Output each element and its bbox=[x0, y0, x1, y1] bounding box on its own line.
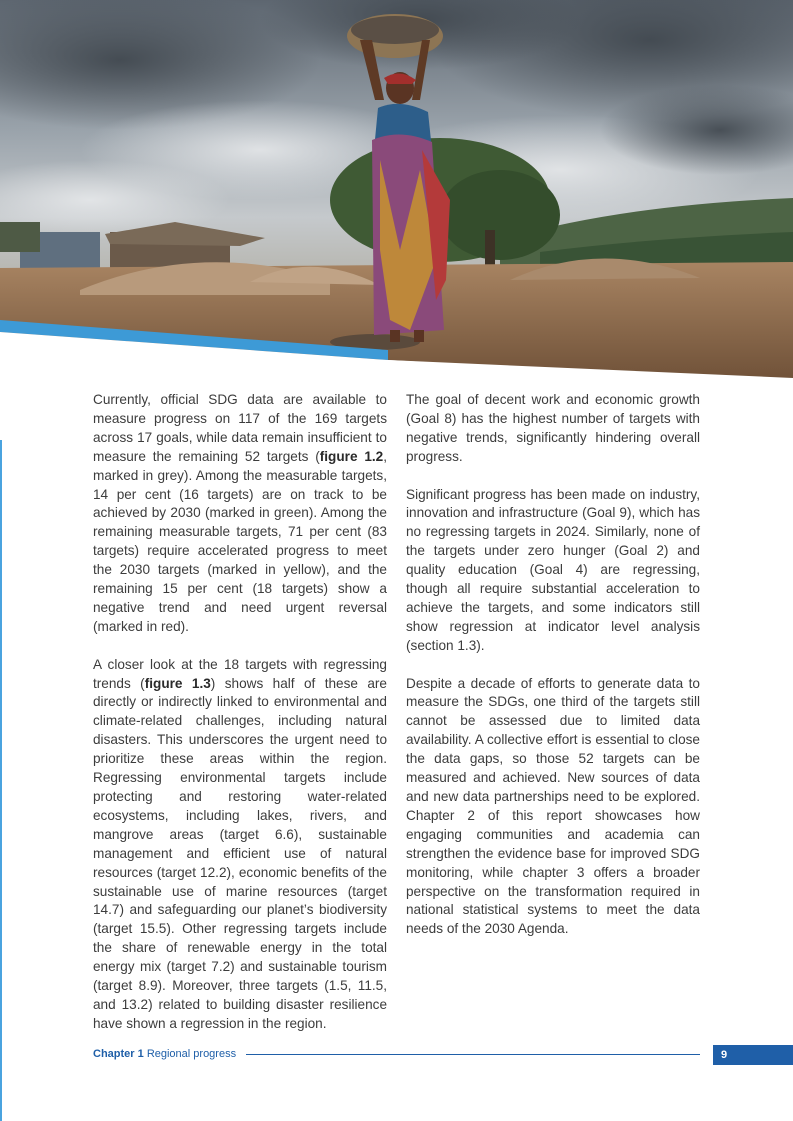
figure-reference: figure 1.2 bbox=[319, 448, 384, 464]
right-text-column bbox=[406, 391, 700, 958]
page-footer bbox=[93, 1045, 793, 1065]
left-edge-rule bbox=[0, 440, 2, 1121]
paragraph-text: ) shows half of these are directly or indirectly linked to environmental and climate-related challenges, including natural disasters. This underscores the urgent need to prioritize these areas within the region. Regressing environmental targets include protecting and restoring water-related ecosystems, including lakes, rivers, and mangrove areas (target 6.6), sustainable management and efficient use of natural resources (target 12.2), economic benefits of the sustainable use of marine resources (target 14.7) and safeguarding our planet’s biodiversity (target 15.5). Other regressing targets include the share of renewable energy in the total energy mix (target 7.2) and sustainable tourism (target 8.9). Moreover, three targets (1.5, 11.5, and 13.2) related to building disaster resilience have shown a regression in the region. bbox=[93, 675, 387, 1031]
paragraph: Despite a decade of efforts to generate data to measure the SDGs, one third of the targets still cannot be assessed due to limited data availability. A collective effort is essential to close the data gaps, so those 52 targets can be measured and achieved. New sources of data and new data partnerships need to be explored. Chapter 2 of this report showcases how engaging communities and academia can strengthen the evidence base for improved SDG monitoring, while chapter 3 offers a broader perspective on the transformation required in national statistical systems to meet the data needs of the 2030 Agenda. bbox=[406, 675, 700, 937]
chapter-title: Regional progress bbox=[146, 1048, 237, 1060]
paragraph bbox=[93, 656, 387, 1034]
paragraph bbox=[93, 391, 387, 637]
page-number: 9 bbox=[713, 1045, 793, 1065]
hero-image bbox=[0, 0, 793, 382]
paragraph-text: Currently, official SDG data are available to measure progress on 117 of the 169 targets across 17 goals, while data remain insufficient to measure the remaining 52 targets ( bbox=[93, 392, 387, 464]
chapter-number: Chapter 1 bbox=[93, 1048, 144, 1060]
paragraph-text: , marked in grey). Among the measurable targets, 14 per cent (16 targets) are on track to be achieved by 2030 (marked in green). Among the remaining measurable targets, 71 per cent (83 targets) require accelerated progress to meet the 2030 targets (marked in yellow), and the remaining 15 per cent (18 targets) show a negative trend and need urgent reversal (marked in red). bbox=[93, 448, 388, 634]
chapter-label bbox=[93, 1048, 236, 1060]
left-text-column bbox=[93, 391, 387, 1053]
figure-reference: figure 1.3 bbox=[144, 675, 211, 691]
paragraph: Significant progress has been made on industry, innovation and infrastructure (Goal 9), which has no regressing targets in 2024. Similarly, none of the targets under zero hunger (Goal 2) and quality education (Goal 4) are regressing, though all require substantial acceleration to achieve the targets, and some indicators still show regression at indicator level analysis (section 1.3). bbox=[406, 486, 700, 653]
paragraph: The goal of decent work and economic growth (Goal 8) has the highest number of targets with negative trends, significantly hindering overall progress. bbox=[406, 392, 700, 464]
quarry-photo bbox=[0, 0, 793, 382]
footer-rule bbox=[246, 1054, 700, 1055]
paragraph-text: A closer look at the 18 targets with regressing trends ( bbox=[93, 656, 387, 691]
